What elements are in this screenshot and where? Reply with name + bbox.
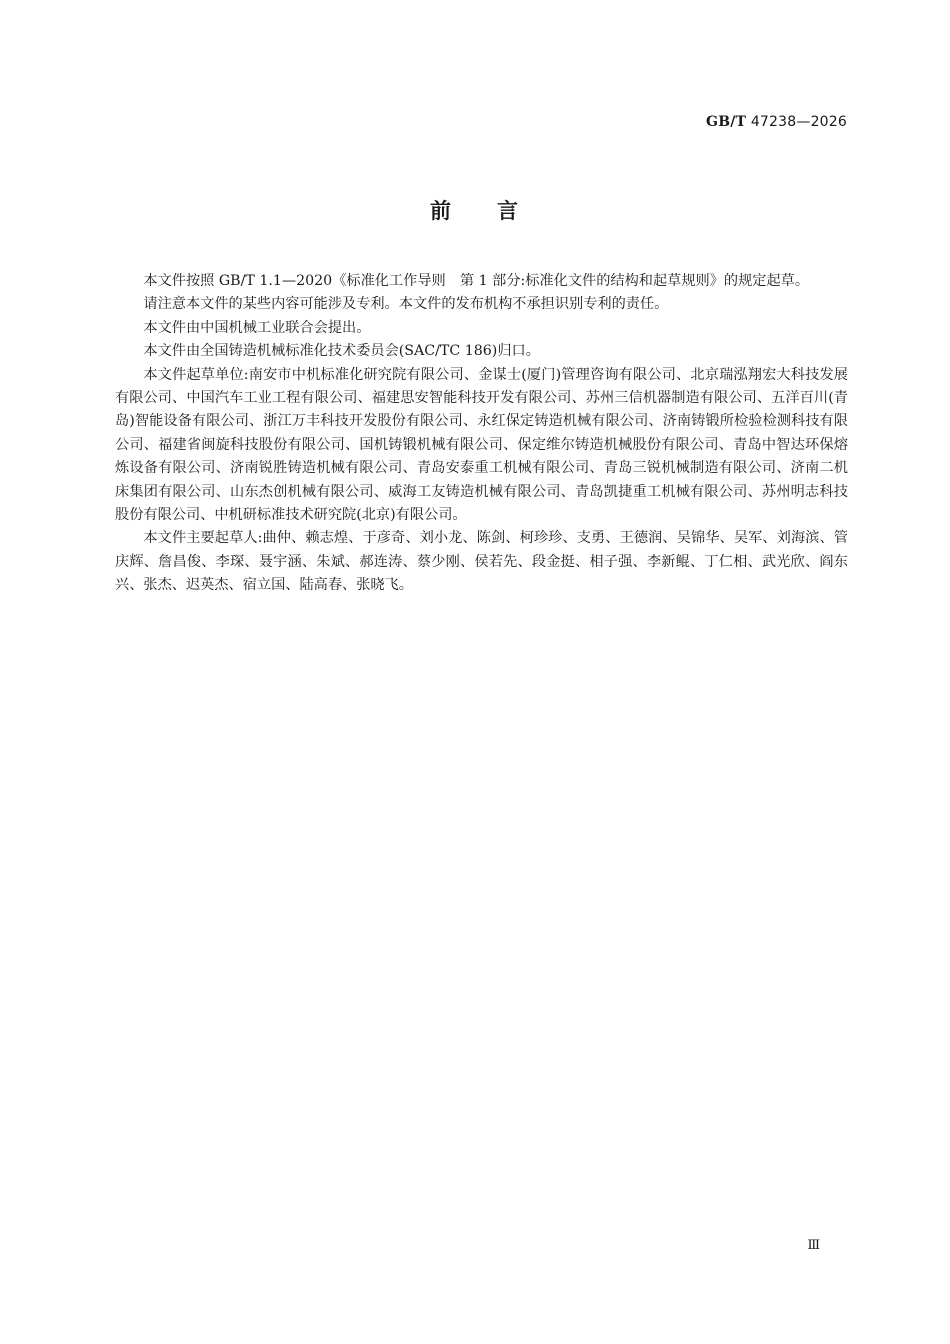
paragraph-main-drafters: 本文件主要起草人:曲仲、赖志煌、于彦奇、刘小龙、陈剑、柯珍珍、支勇、王德润、吴锦华、吴军、刘海滨、管庆辉、詹昌俊、李琛、聂宇涵、朱斌、郝连涛、蔡少刚、侯若先、段金挺、相子强、李新鲲、丁仁相、武光欣、阎东兴、张杰、迟英杰、宿立国、陆高春、张晓飞。 [115, 530, 848, 594]
foreword-body [115, 270, 848, 598]
page-number: Ⅲ [807, 1238, 820, 1253]
paragraph-drafting-organizations: 本文件起草单位:南安市中机标准化研究院有限公司、金谋士(厦门)管理咨询有限公司、北京瑞泓翔宏大科技发展有限公司、中国汽车工业工程有限公司、福建思安智能科技开发有限公司、苏州三信机器制造有限公司、五洋百川(青岛)智能设备有限公司、浙江万丰科技开发股份有限公司、永红保定铸造机械有限公司、济南铸锻所检验检测科技有限公司、福建省闽旋科技股份有限公司、国机铸锻机械有限公司、保定维尔铸造机械股份有限公司、青岛中智达环保熔炼设备有限公司、济南锐胜铸造机械有限公司、青岛安泰重工机械有限公司、青岛三锐机械制造有限公司、济南二机床集团有限公司、山东杰创机械有限公司、威海工友铸造机械有限公司、青岛凯捷重工机械有限公司、苏州明志科技股份有限公司、中机研标准技术研究院(北京)有限公司。 [115, 366, 848, 524]
title-char-1: 前 [430, 199, 453, 223]
standard-number-header [706, 114, 847, 130]
standard-prefix: GB/T [706, 114, 747, 130]
paragraph-under-jurisdiction: 本文件由全国铸造机械标准化技术委员会(SAC/TC 186)归口。 [143, 343, 540, 360]
title-char-2: 言 [497, 199, 520, 223]
paragraph-proposed-by: 本文件由中国机械工业联合会提出。 [143, 319, 371, 336]
paragraph-drafting-rules: 本文件按照 GB/T 1.1—2020《标准化工作导则 第 1 部分:标准化文件的结构和起草规则》的规定起草。 [143, 273, 810, 289]
standard-number: 47238—2026 [750, 114, 847, 130]
page-title [0, 195, 950, 225]
paragraph-patent-notice: 请注意本文件的某些内容可能涉及专利。本文件的发布机构不承担识别专利的责任。 [143, 296, 669, 313]
